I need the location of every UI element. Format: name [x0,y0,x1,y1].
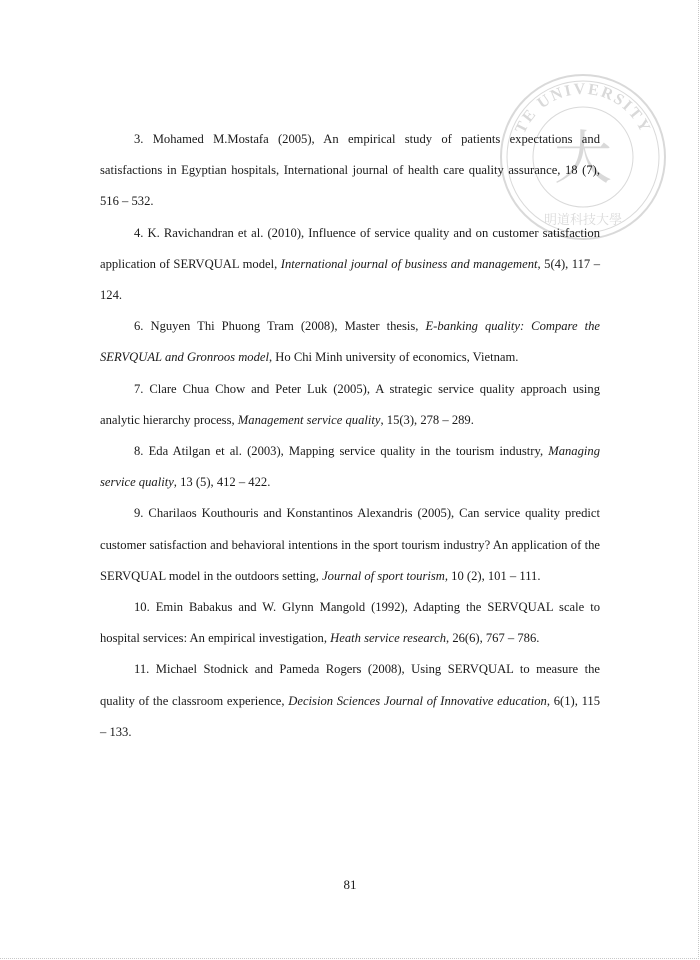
reference-source-title: Decision Sciences Journal of Innovative education [288,693,547,708]
svg-text:明道科技大學: 明道科技大學 [543,213,623,228]
reference-source-title: International journal of business and management, [280,256,541,271]
reference-text: , 6(1), 115 – 133. [100,693,600,739]
reference-source-title: Heath service research [330,631,447,646]
reference-text: , Ho Chi Minh university of economics, Vietnam. [268,350,519,365]
reference-text: , 15(3), 278 – 289. [380,412,474,427]
svg-text:TE UNIVERSITY: TE UNIVERSITY [512,80,654,137]
reference-text: 10 (2), 101 – 111. [448,568,541,583]
reference-list [100,124,600,748]
reference-entry [100,592,600,654]
reference-text: 8. Eda Atilgan et al. (2003), Mapping service quality in the tourism industry, [134,444,549,459]
reference-source-title: Managing service quality [100,444,600,490]
reference-text: 5(4), 117 – 124. [100,256,600,303]
reference-source-title: Journal of sport tourism, [322,568,449,583]
reference-text: 6. Nguyen Thi Phuong Tram (2008), Master thesis, [134,319,426,334]
reference-entry [100,311,600,373]
reference-entry [100,498,600,592]
svg-text:大: 大 [553,124,613,192]
reference-text: , 13 (5), 412 – 422. [173,475,271,490]
reference-text: 9. Charilaos Kouthouris and Konstantinos Alexandris (2005), Can service quality predict customer satisfaction and behavioral intentions in the sport tourism industry? An application of the SERVQUAL model in the outdoors setting, [100,506,600,583]
reference-source-title: E-banking quality: Compare the SERVQUAL and Gronroos model [100,319,600,365]
reference-entry [100,436,600,498]
reference-text: 7. Clare Chua Chow and Peter Luk (2005), A strategic service quality approach using analytic hierarchy process, [100,381,600,427]
reference-entry [100,654,600,748]
reference-text: 4. K. Ravichandran et al. (2010), Influence of service quality and on customer satisfaction application of SERVQUAL model, [100,225,600,271]
reference-text: 10. Emin Babakus and W. Glynn Mangold (1992), Adapting the SERVQUAL scale to hospital services: An empirical investigation, [100,600,600,646]
reference-text: 3. Mohamed M.Mostafa (2005), An empirical study of patients expectations and satisfactions in Egyptian hospitals, International journal of health care quality assurance, 18 (7), 516 – 532. [100,132,600,209]
reference-source-title: Management service quality [237,412,381,427]
reference-text: , 26(6), 767 – 786. [446,631,540,646]
reference-entry [100,374,600,436]
reference-entry [100,124,600,218]
page-number: 81 [343,877,357,892]
reference-entry [100,218,600,312]
reference-text: 11. Michael Stodnick and Pameda Rogers (2008), Using SERVQUAL to measure the quality of the classroom experience, [100,662,600,708]
